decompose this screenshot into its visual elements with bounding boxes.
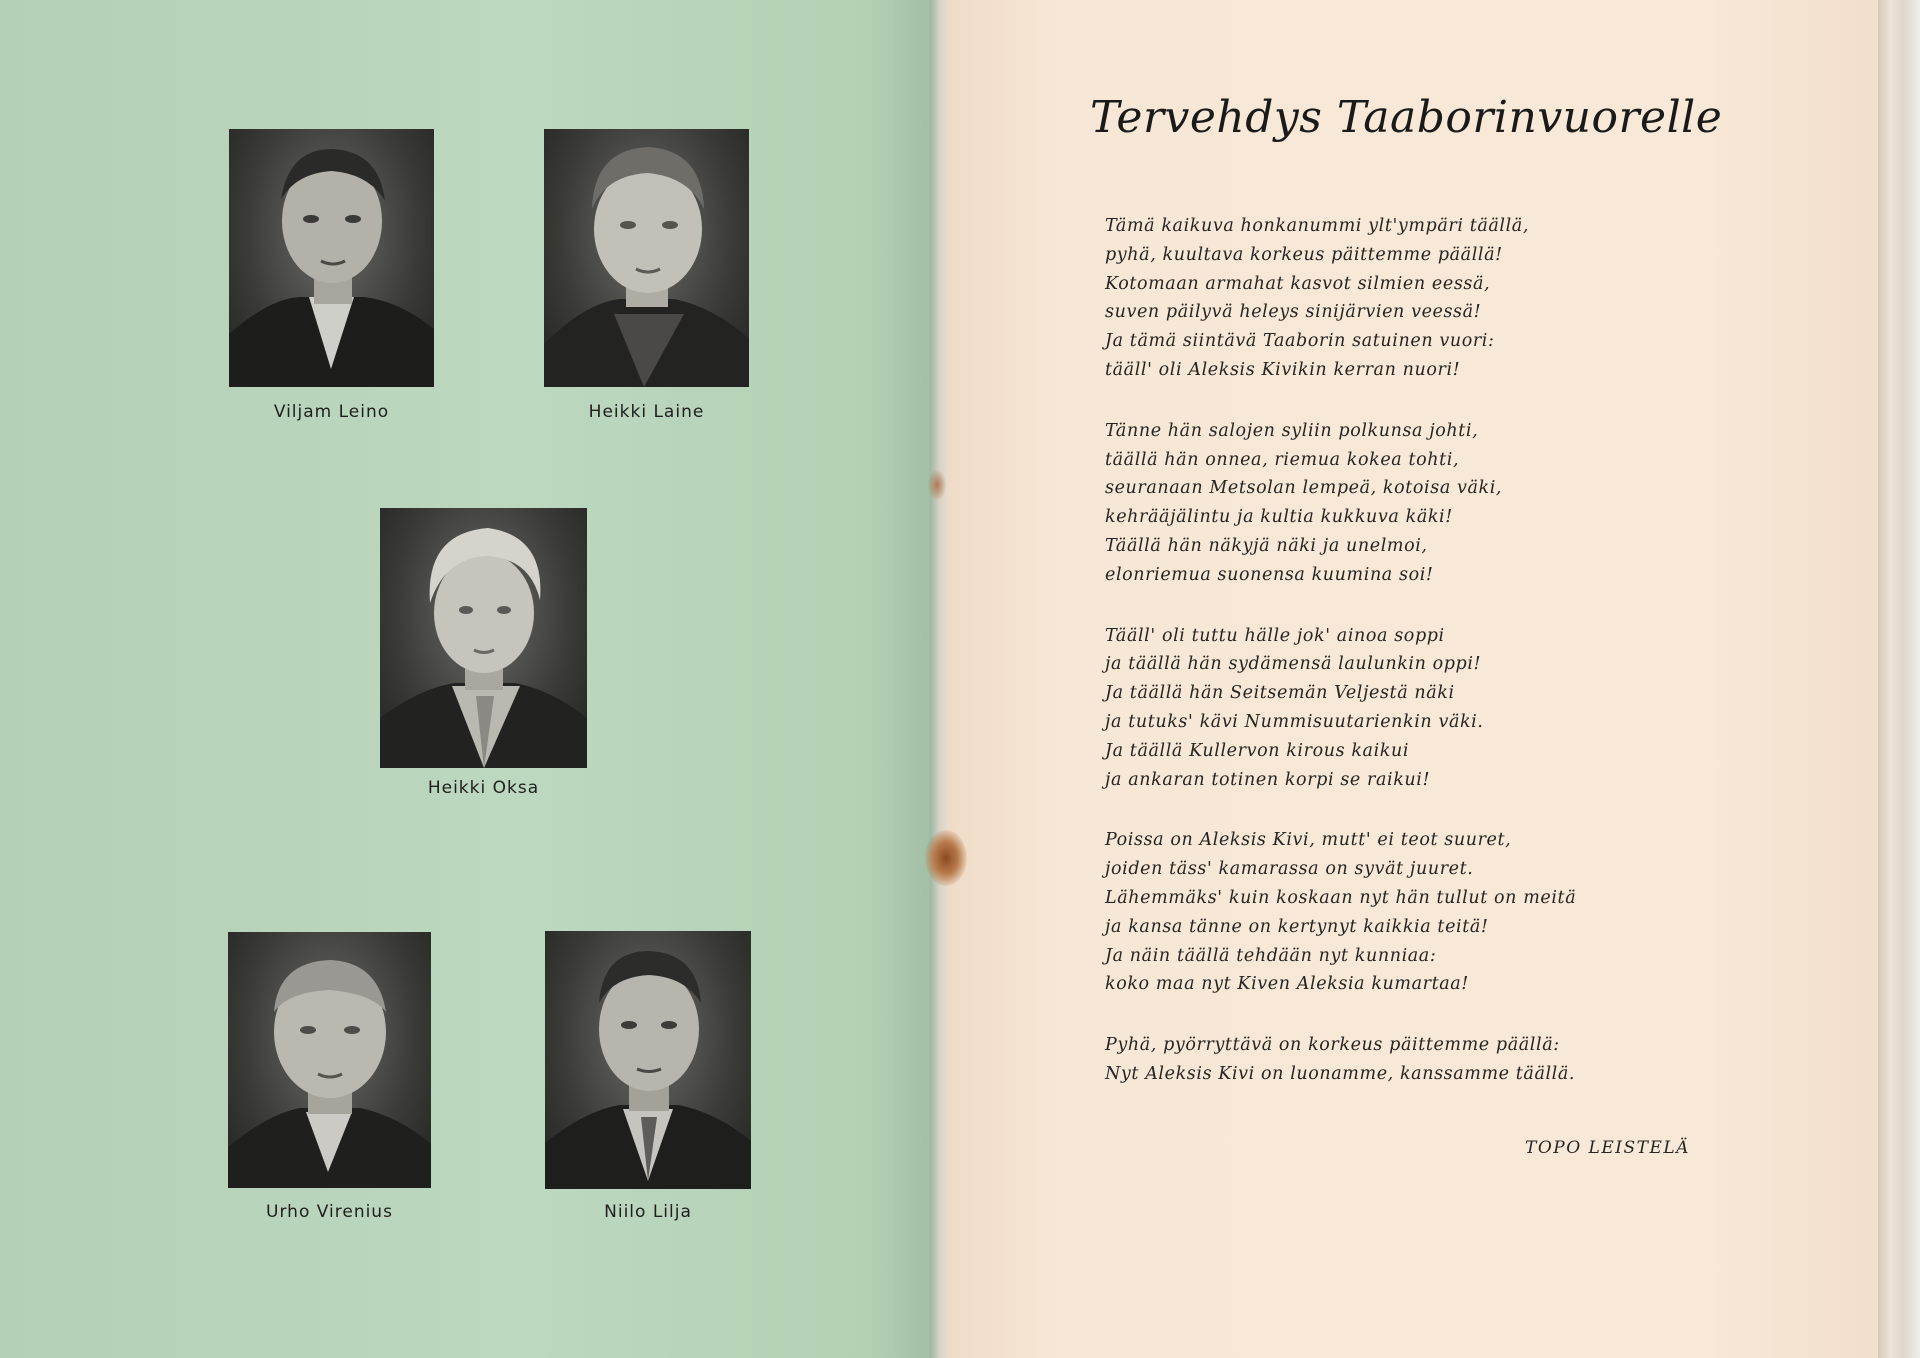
poem-line: täällä hän onnea, riemua kokea tohti, <box>1105 449 1460 470</box>
poem-line: pyhä, kuultava korkeus päittemme päällä! <box>1105 244 1503 265</box>
poem-line: suven päilyvä heleys sinijärvien veessä! <box>1105 302 1482 323</box>
poem-line: Ja tämä siintävä Taaborin satuinen vuori: <box>1105 331 1495 352</box>
portrait-figure <box>544 129 749 387</box>
portrait-caption: Niilo Lilja <box>604 1202 692 1222</box>
poem-line: Lähemmäks' kuin koskaan nyt hän tullut on meitä <box>1105 887 1577 908</box>
poem-line: Tänne hän salojen syliin polkunsa johti, <box>1105 420 1479 441</box>
portrait-figure <box>228 932 431 1188</box>
poem-line: Pyhä, pyörryttävä on korkeus päittemme päällä: <box>1105 1035 1560 1056</box>
poem-line: koko maa nyt Kiven Aleksia kumartaa! <box>1105 974 1469 995</box>
portrait-photo <box>380 508 587 768</box>
poem-line: kehrääjälintu ja kultia kukkuva käki! <box>1105 507 1453 528</box>
portrait-photo <box>544 129 749 387</box>
poem-line: Ja näin täällä tehdään nyt kunniaa: <box>1105 945 1437 966</box>
poem-line: ja ankaran totinen korpi se raikui! <box>1105 769 1431 790</box>
poem-line: Poissa on Aleksis Kivi, mutt' ei teot suuret, <box>1105 830 1512 851</box>
poem-line: joiden täss' kamarassa on syvät juuret. <box>1105 859 1474 880</box>
poem-line: elonriemua suonensa kuumina soi! <box>1105 564 1434 585</box>
page-edge <box>1878 0 1920 1358</box>
poem-line: tääll' oli Aleksis Kivikin kerran nuori! <box>1105 359 1461 380</box>
portrait-figure <box>545 931 751 1189</box>
poem-stanza <box>1105 417 1725 590</box>
portrait-figure <box>229 129 434 387</box>
poem-stanza <box>1105 826 1725 999</box>
paper-stain <box>925 830 967 886</box>
poem-line: Täällä hän näkyjä näki ja unelmoi, <box>1105 535 1428 556</box>
poem-title: Tervehdys Taaborinvuorelle <box>1090 92 1723 143</box>
portrait-caption: Heikki Laine <box>588 402 705 422</box>
poem-line: Nyt Aleksis Kivi on luonamme, kanssamme täällä. <box>1105 1063 1576 1084</box>
poem-author: TOPO LEISTELÄ <box>1525 1138 1690 1158</box>
poem-line: Tämä kaikuva honkanummi ylt'ympäri täällä, <box>1105 216 1529 236</box>
portrait-caption: Urho Virenius <box>266 1202 393 1222</box>
portrait-photo <box>228 932 431 1188</box>
poem-body <box>1105 212 1725 1121</box>
poem-line: Ja täällä hän Seitsemän Veljestä näki <box>1105 683 1455 704</box>
poem-line: Ja täällä Kullervon kirous kaikui <box>1105 740 1410 761</box>
poem-stanza <box>1105 212 1725 385</box>
portrait-photo <box>545 931 751 1189</box>
portrait-figure <box>380 508 587 768</box>
poem-line: ja kansa tänne on kertynyt kaikkia teitä! <box>1105 916 1489 937</box>
poem-line: seuranaan Metsolan lempeä, kotoisa väki, <box>1105 478 1503 499</box>
paper-stain-small <box>928 470 946 500</box>
poem-stanza <box>1105 1031 1725 1089</box>
portrait-photo <box>229 129 434 387</box>
poem-line: ja tutuks' kävi Nummisuutarienkin väki. <box>1105 711 1484 732</box>
poem-stanza <box>1105 622 1725 795</box>
portrait-caption: Heikki Oksa <box>427 778 540 798</box>
poem-line: ja täällä hän sydämensä laulunkin oppi! <box>1105 654 1482 675</box>
portrait-caption: Viljam Leino <box>273 402 390 422</box>
poem-line: Tääll' oli tuttu hälle jok' ainoa soppi <box>1105 625 1445 646</box>
poem-line: Kotomaan armahat kasvot silmien eessä, <box>1105 273 1491 294</box>
